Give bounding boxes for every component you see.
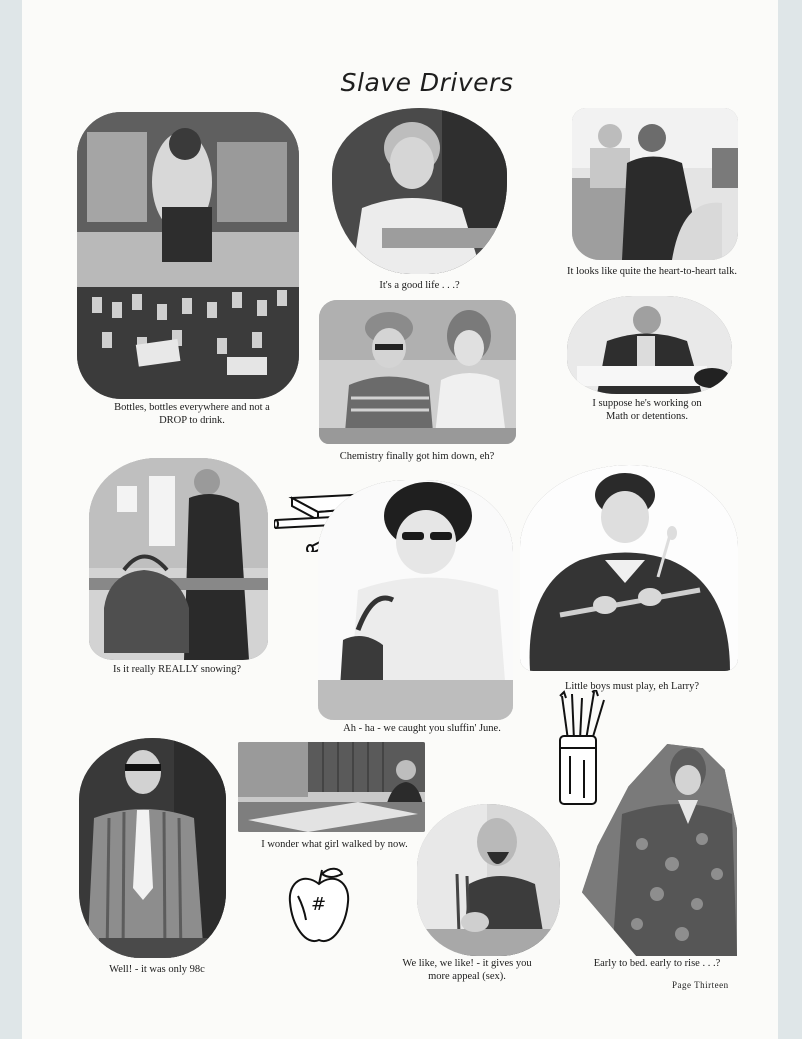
brush-jar-doodle (554, 690, 614, 808)
page-number: Page Thirteen (672, 980, 729, 990)
photo-appeal (417, 804, 560, 956)
caption-98c: Well! - it was only 98c (109, 964, 205, 975)
photo-good-life (332, 108, 507, 274)
photo-bottles (77, 112, 299, 399)
page-title: Slave Drivers (340, 68, 514, 97)
apple-doodle (284, 864, 354, 948)
photo-snowing (89, 458, 268, 660)
caption-snowing: Is it really REALLY snowing? (112, 664, 242, 675)
caption-girl-walked: I wonder what girl walked by now. (261, 839, 408, 850)
caption-math-line2: Math or detentions. (606, 411, 688, 422)
caption-bottles-line2: DROP to drink. (159, 415, 225, 426)
yearbook-page (22, 0, 778, 1039)
caption-good-life: It's a good life . . .? (379, 280, 460, 291)
apple-mark: # (311, 894, 327, 915)
caption-june: Ah - ha - we caught you sluffin' June. (343, 723, 501, 734)
caption-heart-talk: It looks like quite the heart-to-heart talk. (567, 266, 737, 277)
photo-math (567, 296, 732, 394)
caption-early-bed: Early to bed. early to rise . . .? (593, 958, 721, 969)
photo-larry (520, 465, 738, 671)
caption-math-line1: I suppose he's working on (592, 398, 702, 409)
photo-98c (79, 738, 226, 958)
photo-heart-talk (572, 108, 738, 260)
photo-girl-walked (238, 742, 425, 832)
caption-appeal-line2: more appeal (sex). (428, 971, 506, 982)
caption-appeal-line1: We like, we like! - it gives you (402, 958, 532, 969)
caption-larry: Little boys must play, eh Larry? (564, 681, 700, 692)
photo-june (318, 480, 513, 720)
caption-chemistry: Chemistry finally got him down, eh? (339, 451, 495, 462)
caption-bottles-line1: Bottles, bottles everywhere and not a (114, 402, 270, 413)
photo-chemistry (319, 300, 516, 444)
